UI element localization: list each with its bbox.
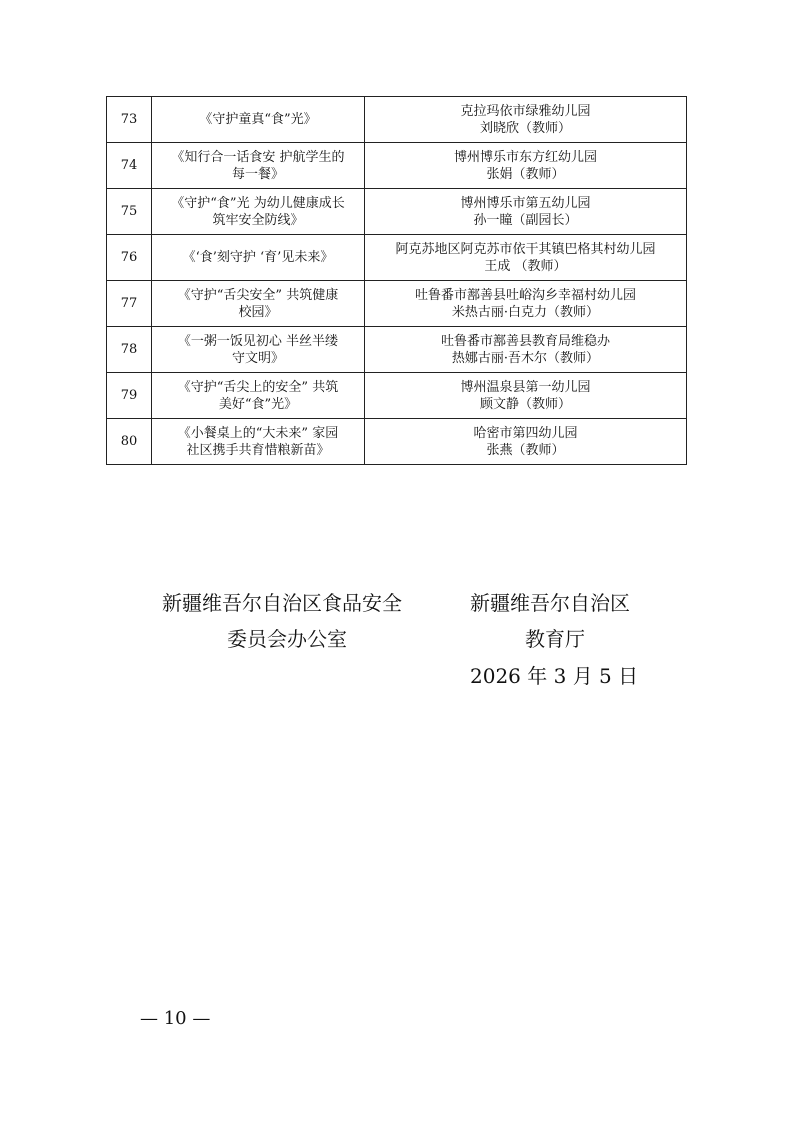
issuer-right-line2: 教育厅 — [525, 627, 585, 651]
entry-author — [365, 97, 687, 143]
entry-author-unit: 博州博乐市东方红幼儿园 — [453, 149, 597, 165]
row-number-text: 79 — [120, 388, 138, 403]
entry-title-line: 《小餐桌上的“大未来” 家园 — [177, 425, 339, 441]
entry-author-name: 刘晓欣（教师） — [479, 120, 571, 136]
entry-title — [152, 419, 365, 465]
entry-title-line: 《守护“舌尖上的安全” 共筑 — [177, 379, 339, 395]
row-number — [107, 281, 152, 327]
entry-author-name: 顾文静（教师） — [479, 396, 571, 412]
row-number-text: 78 — [120, 342, 138, 357]
entry-title-line: 《知行合一话食安 护航学生的 — [171, 149, 345, 165]
entry-title — [152, 97, 365, 143]
row-number-text: 76 — [120, 250, 138, 265]
page-number: — 10 — — [140, 1008, 211, 1029]
entry-title — [152, 281, 365, 327]
entry-title — [152, 235, 365, 281]
awards-table-body — [107, 97, 687, 465]
entry-author-name: 张娟（教师） — [486, 166, 565, 182]
entry-author-name: 张燕（教师） — [486, 442, 565, 458]
entry-author-unit: 哈密市第四幼儿园 — [473, 425, 578, 441]
row-number — [107, 327, 152, 373]
entry-author — [365, 281, 687, 327]
entry-title — [152, 143, 365, 189]
entry-author-name: 米热古丽·白克力（教师） — [451, 304, 600, 320]
entry-author — [365, 373, 687, 419]
row-number — [107, 373, 152, 419]
entry-title-line: 每一餐》 — [231, 166, 284, 182]
issuer-left-line1: 新疆维吾尔自治区食品安全 — [162, 591, 402, 615]
row-number-text: 80 — [120, 434, 138, 449]
entry-title-line: 《守护“舌尖安全” 共筑健康 — [177, 287, 339, 303]
entry-author-name: 孙一瞳（副园长） — [473, 212, 578, 228]
entry-title-line: 《守护“食”光 为幼儿健康成长 — [171, 195, 345, 211]
table-row — [107, 281, 687, 327]
issuer-right-line1: 新疆维吾尔自治区 — [470, 591, 630, 615]
entry-title-line: 筑牢安全防线》 — [212, 212, 304, 228]
row-number — [107, 189, 152, 235]
entry-author-unit: 克拉玛依市绿雅幼儿园 — [460, 103, 591, 119]
entry-author — [365, 327, 687, 373]
row-number-text: 74 — [120, 158, 138, 173]
entry-author — [365, 419, 687, 465]
entry-title-line: 校园》 — [238, 304, 278, 320]
entry-title-line: 社区携手共育惜粮新苗》 — [186, 442, 330, 458]
table-row — [107, 143, 687, 189]
table-row — [107, 419, 687, 465]
entry-title-line: 守文明》 — [231, 350, 284, 366]
table-row — [107, 373, 687, 419]
row-number-text: 75 — [120, 204, 138, 219]
entry-author-unit: 吐鲁番市鄯善县教育局维稳办 — [440, 333, 610, 349]
entry-author-name: 热娜古丽·吾木尔（教师） — [451, 350, 600, 366]
row-number — [107, 419, 152, 465]
awards-table — [106, 96, 687, 465]
table-row — [107, 189, 687, 235]
entry-author-unit: 博州博乐市第五幼儿园 — [460, 195, 591, 211]
table-row — [107, 327, 687, 373]
row-number — [107, 143, 152, 189]
entry-author-unit: 博州温泉县第一幼儿园 — [460, 379, 591, 395]
entry-title-line: 《守护童真“食”光》 — [199, 112, 317, 127]
entry-title-line: 美好“食”光》 — [218, 396, 298, 412]
row-number-text: 77 — [120, 296, 138, 311]
entry-title-line: 《‘食’刻守护 ‘育’见未来》 — [182, 250, 334, 265]
table-row — [107, 235, 687, 281]
entry-title — [152, 327, 365, 373]
entry-author — [365, 143, 687, 189]
entry-author — [365, 189, 687, 235]
entry-author-unit: 阿克苏地区阿克苏市依干其镇巴格其村幼儿园 — [395, 241, 656, 257]
issue-date: 2026 年 3 月 5 日 — [470, 664, 639, 688]
entry-title — [152, 189, 365, 235]
entry-author-name: 王成 （教师） — [484, 258, 567, 274]
issuer-left-line2: 委员会办公室 — [227, 627, 347, 651]
entry-title-line: 《一粥一饭见初心 半丝半缕 — [177, 333, 339, 349]
row-number — [107, 97, 152, 143]
entry-title — [152, 373, 365, 419]
table-row — [107, 97, 687, 143]
row-number — [107, 235, 152, 281]
entry-author — [365, 235, 687, 281]
row-number-text: 73 — [120, 112, 138, 127]
entry-author-unit: 吐鲁番市鄯善县吐峪沟乡幸福村幼儿园 — [414, 287, 636, 303]
